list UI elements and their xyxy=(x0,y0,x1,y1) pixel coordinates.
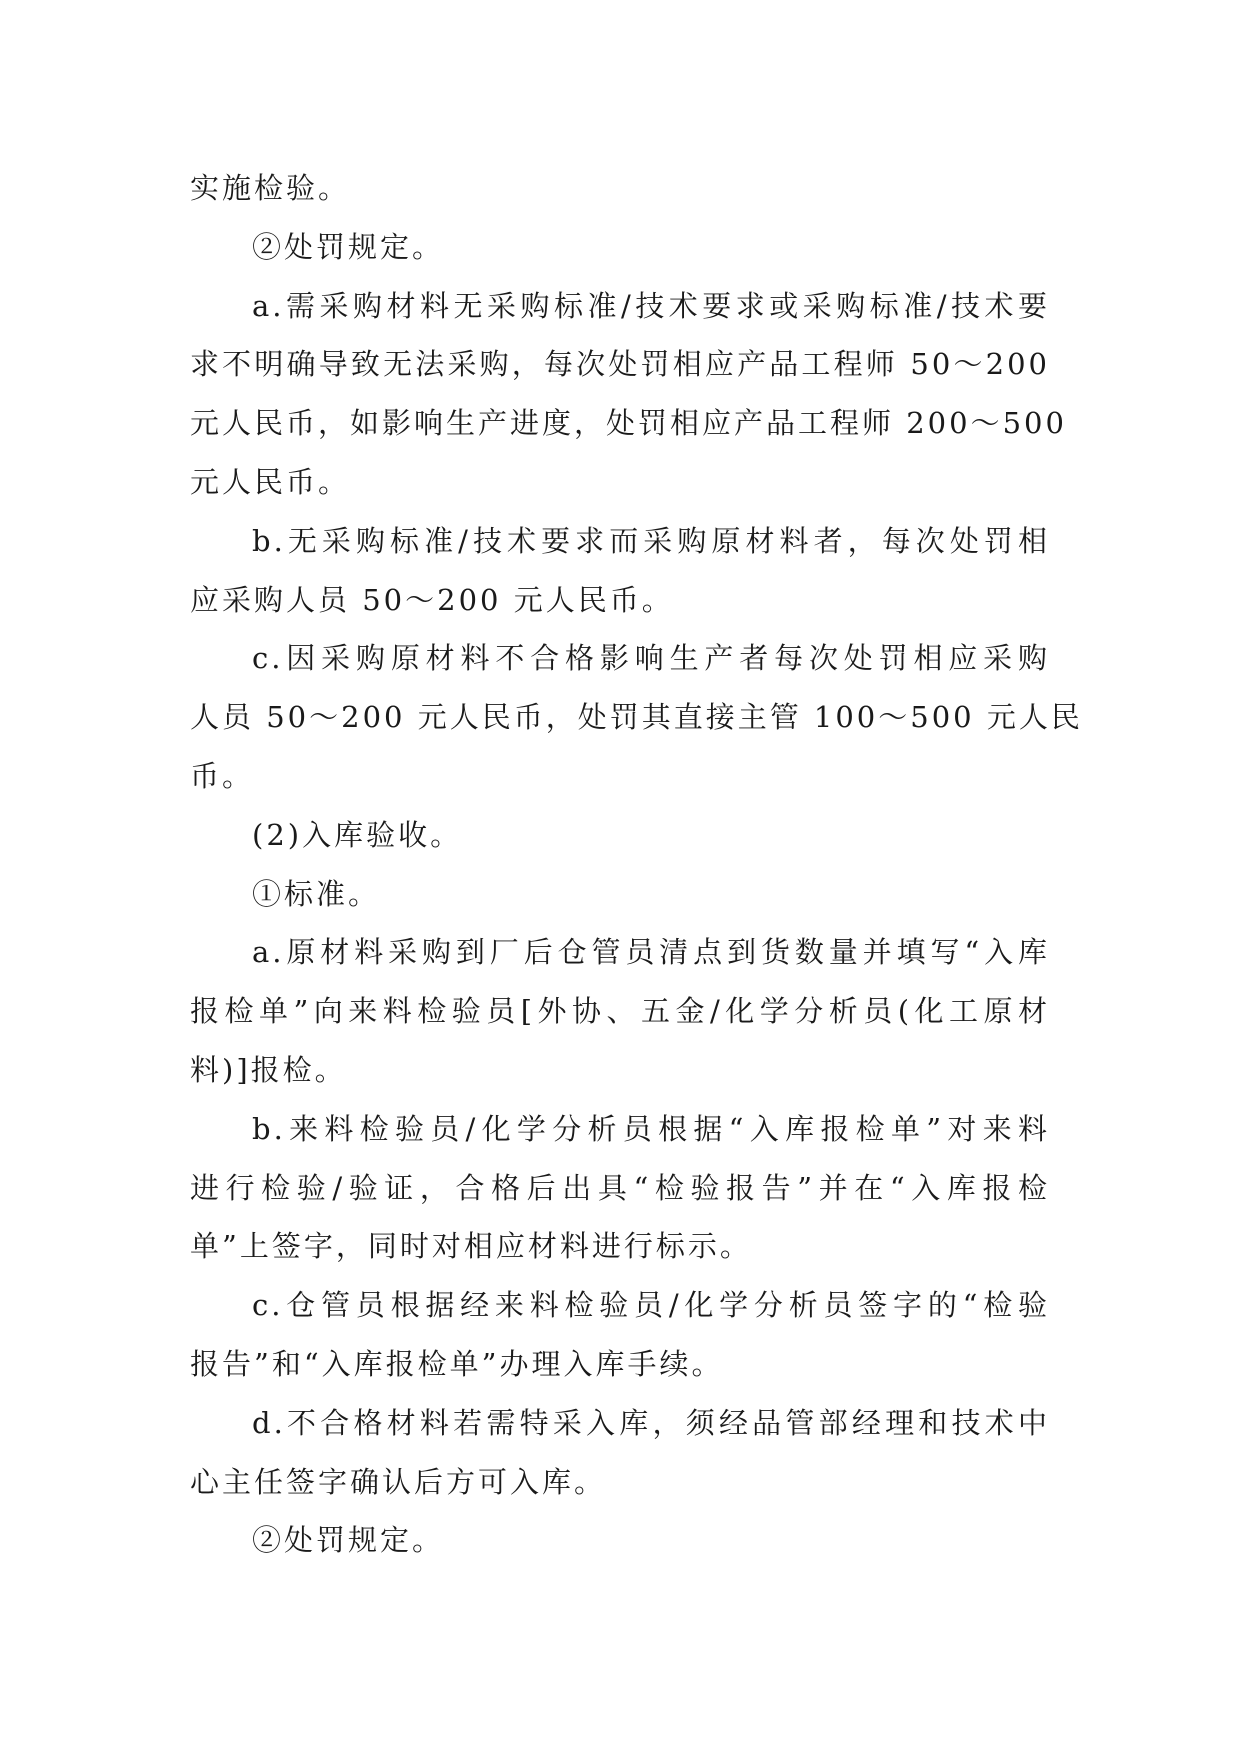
section-heading: (2)入库验收。 xyxy=(252,817,463,852)
paragraph xyxy=(190,1276,1050,1394)
text-line: 料)]报检。 xyxy=(190,1052,347,1087)
text-line: b.来料检验员/化学分析员根据“入库报检单”对来料 xyxy=(252,1111,1050,1146)
text-line: ②处罚规定。 xyxy=(252,229,445,264)
document-body xyxy=(190,159,1083,1570)
paragraph xyxy=(190,1100,1050,1276)
text-line: ②处罚规定。 xyxy=(252,1523,445,1558)
paragraph xyxy=(190,1394,1050,1512)
paragraph xyxy=(190,218,1050,277)
paragraph xyxy=(190,159,1050,218)
text-line: c.仓管员根据经来料检验员/化学分析员签字的“检验 xyxy=(252,1288,1050,1323)
text-line: 求不明确导致无法采购，每次处罚相应产品工程师 50～200 xyxy=(190,347,1050,382)
text-line: ①标准。 xyxy=(252,876,381,911)
text-line: 元人民币。 xyxy=(190,464,351,499)
text-line: 实施检验。 xyxy=(190,171,351,205)
text-line: c.因采购原材料不合格影响生产者每次处罚相应采购 xyxy=(252,641,1050,676)
text-line: 心主任签字确认后方可入库。 xyxy=(190,1464,607,1499)
text-line: 应采购人员 50～200 元人民币。 xyxy=(190,582,674,617)
text-line: 人员 50～200 元人民币，处罚其直接主管 100～500 元人民 xyxy=(190,700,1083,735)
text-line: 币。 xyxy=(190,758,255,793)
text-line: 报检单”向来料检验员[外协、五金/化学分析员(化工原材 xyxy=(190,994,1050,1029)
text-line: 元人民币，如影响生产进度，处罚相应产品工程师 200～500 xyxy=(190,406,1067,441)
paragraph xyxy=(190,806,1050,865)
paragraph xyxy=(190,512,1050,630)
paragraph xyxy=(190,1511,1050,1570)
text-line: b.无采购标准/技术要求而采购原材料者，每次处罚相 xyxy=(252,523,1050,558)
text-line: a.需采购材料无采购标准/技术要求或采购标准/技术要 xyxy=(252,288,1050,323)
paragraph xyxy=(190,865,1050,924)
paragraph xyxy=(190,277,1067,512)
text-line: a.原材料采购到厂后仓管员清点到货数量并填写“入库 xyxy=(252,935,1050,970)
text-line: 进行检验/验证，合格后出具“检验报告”并在“入库报检 xyxy=(190,1170,1050,1205)
text-line: 单”上签字，同时对相应材料进行标示。 xyxy=(190,1229,752,1264)
text-line: d.不合格材料若需特采入库，须经品管部经理和技术中 xyxy=(252,1405,1050,1440)
text-line: 报告”和“入库报检单”办理入库手续。 xyxy=(190,1346,724,1381)
paragraph xyxy=(190,629,1083,805)
paragraph xyxy=(190,923,1050,1099)
